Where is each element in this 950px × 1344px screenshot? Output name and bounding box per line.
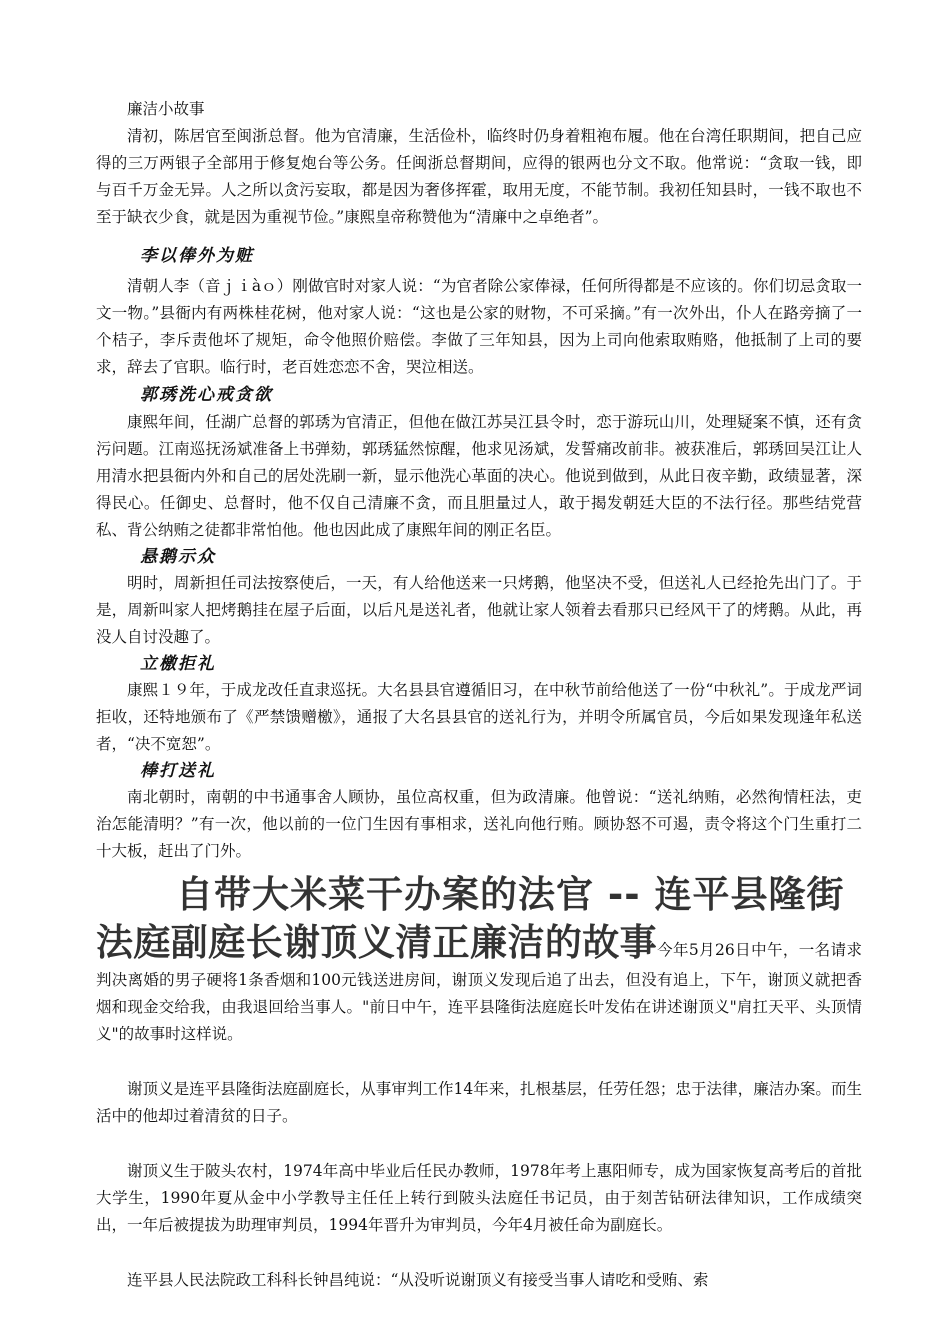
paragraph: 康熙１９年，于成龙改任直隶巡抚。大名县县官遵循旧习，在中秋节前给他送了一份“中秋礼”。于成龙严词拒收，还特地颁布了《严禁馈赠檄》，通报了大名县县官的送礼行为，并明令所属官员，今后如果发现逢年私送者，“决不宽恕”。 (96, 681, 862, 753)
section-heading: 立檄拒礼 (140, 654, 216, 674)
paragraph: 清初，陈居官至闽浙总督。他为官清廉，生活俭朴，临终时仍身着粗袍布履。他在台湾任职期间，把自己应得的三万两银子全部用于修复炮台等公务。任闽浙总督期间，应得的银两也分文不取。他常说：“贪取一钱，即与百千万金无异。人之所以贪污妄取，都是因为奢侈挥霍，取用无度，不能节制。我初任知县时，一钱不取也不至于缺衣少食，就是因为重视节俭。”康熙皇帝称赞他为“清廉中之卓绝者”。 (96, 127, 862, 226)
spacer (96, 1048, 862, 1076)
paragraph: 清朝人李（音ｊｉàｏ）刚做官时对家人说：“为官者除公家俸禄，任何所得都是不应该的。你们切忌贪取一文一物。”县衙内有两株桂花树，他对家人说：“这也是公家的财物，不可采摘。”有一次外出，仆人在路旁摘了一个桔子，李斥责他坏了规矩，命令他照价赔偿。李做了三年知县，因为上司向他索取贿赂，他抵制了上司的要求，辞去了官职。临行时，老百姓恋恋不舍，哭泣相送。 (96, 277, 862, 376)
article-lead (96, 919, 862, 1048)
section-intro (96, 123, 862, 231)
paragraph: 谢顶义生于陂头农村，1974年高中毕业后任民办教师，1978年考上惠阳师专，成为国家恢复高考后的首批大学生，1990年夏从金中小学教导主任任上转行到陂头法庭任书记员，由于刻苦钻研法律知识，工作成绩突出，一年后被提拔为助理审判员，1994年晋升为审判员，今年4月被任命为副庭长。 (96, 1162, 862, 1234)
section-lixi (96, 651, 862, 758)
section-heading: 郭琇洗心戒贪欲 (140, 385, 273, 405)
article-lead-text: 今年5月26日中午，一名请求判决离婚的男子硬将1条香烟和100元钱送进房间，谢顶义发现后追了出去，但没有追上，下午，谢顶义就把香烟和现金交给我，由我退回给当事人。"前日中午，连平县隆街法庭庭长叶发佑在讲述谢顶义"肩扛天平、头顶情义"的故事时这样说。 (96, 941, 862, 1043)
paragraph: 康熙年间，任湖广总督的郭琇为官清正，但他在做江苏吴江县令时，恋于游玩山川，处理疑案不慎，还有贪污问题。江南巡抚汤斌准备上书弹劾，郭琇猛然惊醒，他求见汤斌，发誓痛改前非。被获准后，郭琇回吴江让人用清水把县衙内外和自己的居处洗刷一新，显示他洗心革面的决心。他说到做到，从此日夜辛勤，政绩显著，深得民心。任御史、总督时，他不仅自己清廉不贪，而且胆量过人，敢于揭发朝廷大臣的不法行径。那些结党营私、背公纳贿之徒都非常怕他。他也因此成了康熙年间的刚正名臣。 (96, 413, 862, 539)
paragraph: 明时，周新担任司法按察使后，一天，有人给他送来一只烤鹅，他坚决不受，但送礼人已经抢先出门了。于是，周新叫家人把烤鹅挂在屋子后面，以后凡是送礼者，他就让家人领着去看那只已经风干了的烤鹅。从此，再没人自讨没趣了。 (96, 574, 862, 646)
article-title-line2: 法庭副庭长谢顶义清正廉洁的故事 (96, 921, 658, 964)
spacer (96, 1130, 862, 1158)
spacer (96, 1239, 862, 1267)
section-heading: 棒打送礼 (140, 761, 216, 781)
section-bangda (96, 758, 862, 865)
document-title: 廉洁小故事 (127, 100, 205, 118)
document-page (96, 96, 862, 1294)
paragraph: 南北朝时，南朝的中书通事舍人顾协，虽位高权重，但为政清廉。他曾说：“送礼纳贿，必然徇情枉法，吏治怎能清明？”有一次，他以前的一位门生因有事相求，送礼向他行贿。顾协怒不可遏，责令将这个门生重打二十大板，赶出了门外。 (96, 788, 862, 860)
section-xuane (96, 544, 862, 651)
article (96, 871, 862, 1294)
paragraph: 谢顶义是连平县隆街法庭副庭长，从事审判工作14年来，扎根基层，任劳任怨；忠于法律，廉洁办案。而生活中的他却过着清贫的日子。 (96, 1080, 862, 1125)
section-heading: 李以俸外为赃 (140, 246, 254, 266)
section-heading: 悬鹅示众 (140, 547, 216, 567)
paragraph: 连平县人民法院政工科科长钟昌纯说：“从没听说谢顶义有接受当事人请吃和受贿、索 (127, 1271, 709, 1289)
section-li (96, 239, 862, 381)
section-guoxiu (96, 381, 862, 544)
article-title-line1: 自带大米菜干办案的法官 -- 连平县隆街 (176, 873, 845, 916)
